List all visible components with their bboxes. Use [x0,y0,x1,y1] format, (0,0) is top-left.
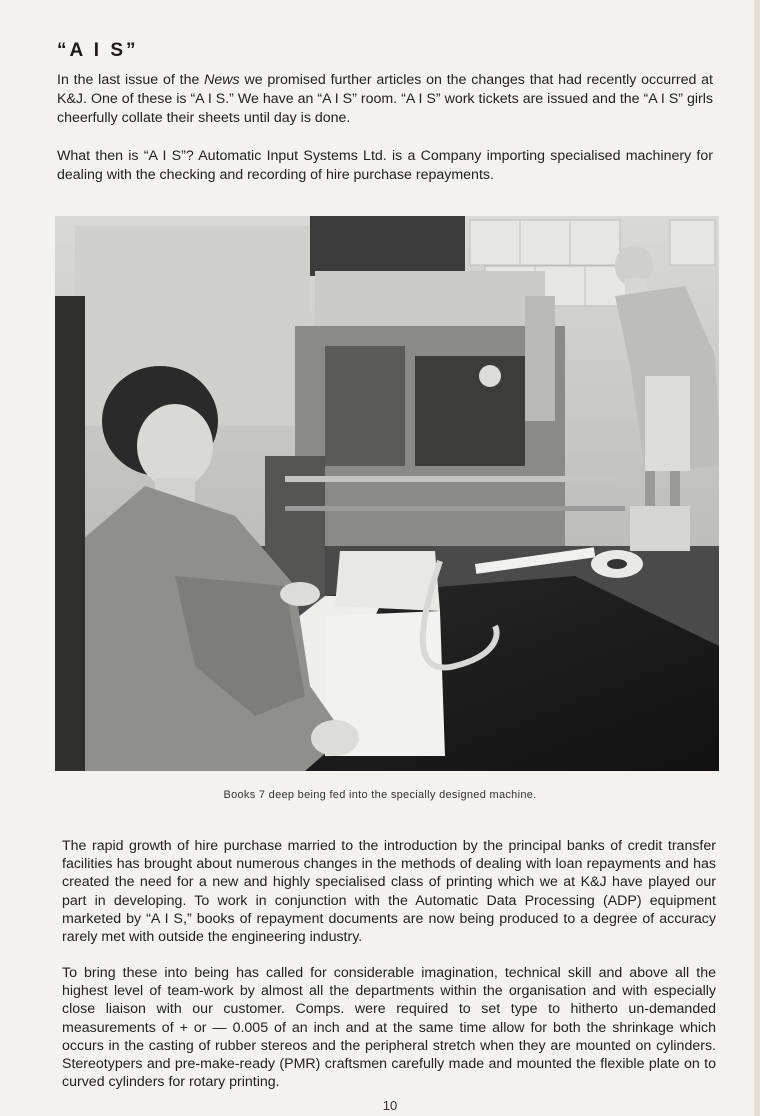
intro-text-start: In the last issue of the [57,72,205,88]
body-paragraph-2: To bring these into being has called for considerable imagination, technical skill and above all the highest level of team-work by almost all the departments within the organisation and with especially close liaison with our customer. Comps. were required to set type to hitherto un-demanded measurements of + or — 0.005 of an inch and at the same time allow for both the shrinkage which occurs in the casting of rubber stereos and the peripheral stretch when they are mounted on cylinders. Stereotypers and pre-make-ready (PMR) craftsmen carefully made and mounted the flexible plate on to curved cylinders for rotary printing. [62,965,716,1091]
news-italic: News [204,72,240,88]
definition-paragraph: What then is “A I S”? Automatic Input Systems Ltd. is a Company importing specialised machinery for dealing with the checking and recording of hire purchase repayments. [57,148,713,183]
body-paragraph-1: The rapid growth of hire purchase married to the introduction by the principal banks of credit transfer facilities has brought about numerous changes in the methods of dealing with loan repayments and has created the need for a new and highly specialised class of printing which we at K&J have played our part in developing. To work in conjunction with the Automatic Data Processing (ADP) equipment marketed by “A I S,” books of repayment documents are now being produced to a degree of accuracy rarely met with outside the engineering industry. [62,838,716,946]
article-title: “A I S” [57,40,139,61]
intro-text-end: we promised further articles on the changes that had recently occurred at K&J. One of these is “A I S.” We have an “A I S” room. “A I S” work tickets are issued and the “A I S” girls cheerfully collate their sheets until day is done. [57,72,713,126]
intro-paragraph [57,71,713,128]
photo-illustration [55,216,719,771]
machine-photo [55,216,719,771]
page-number: 10 [382,1098,398,1113]
photo-caption: Books 7 deep being fed into the specially designed machine. [223,789,537,801]
